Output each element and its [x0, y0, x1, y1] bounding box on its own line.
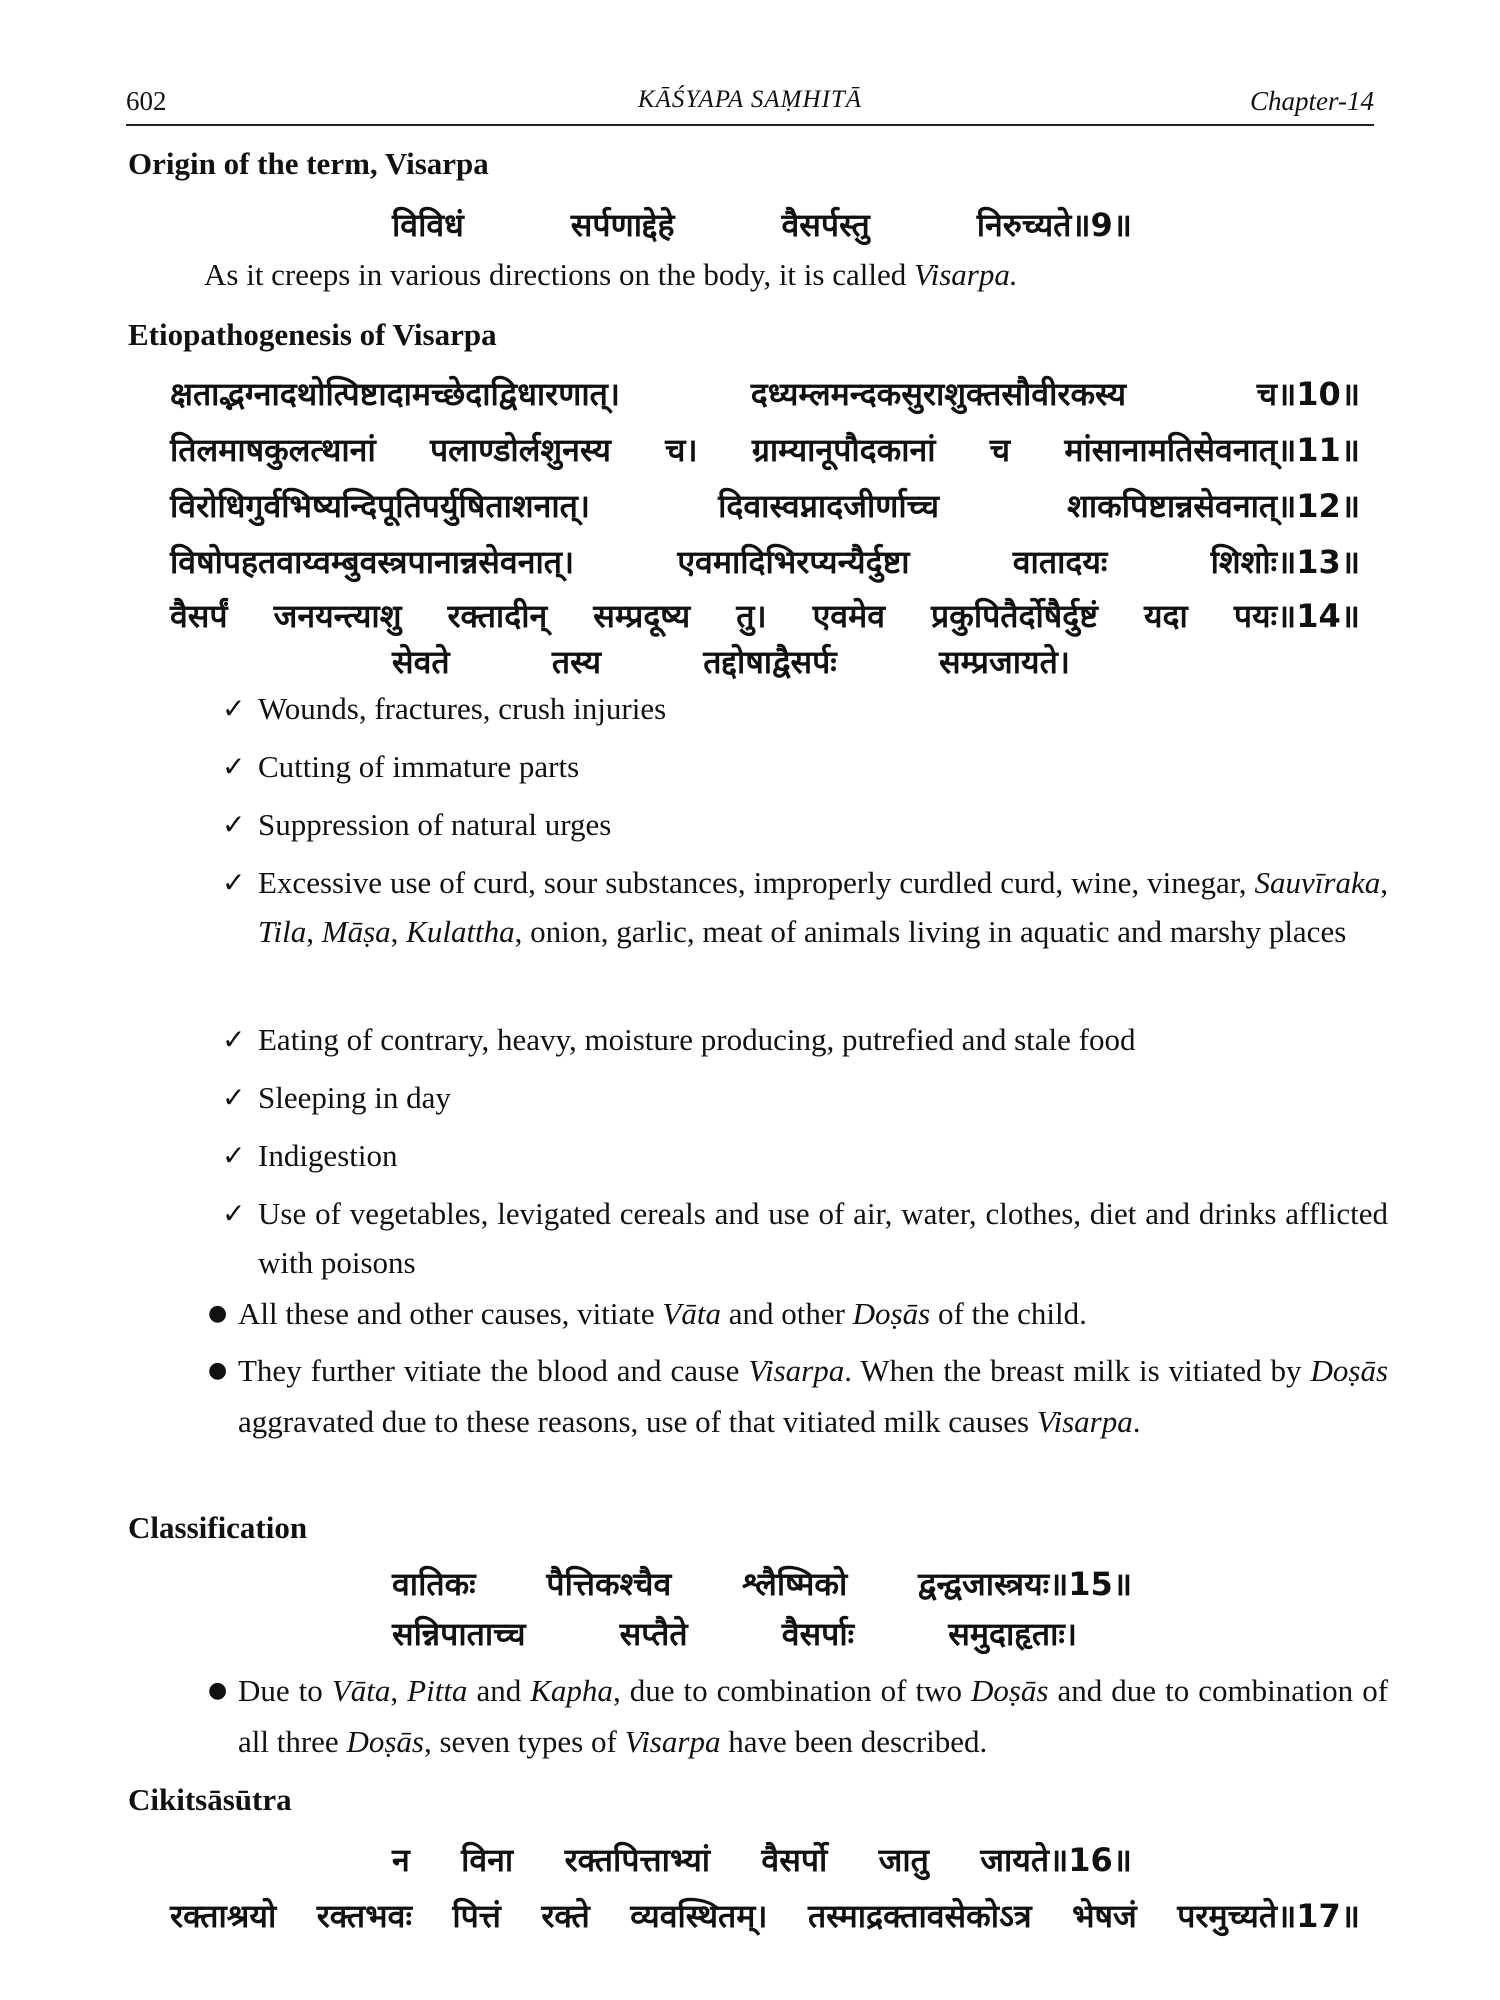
verse-12: [170, 484, 1360, 527]
verse-word: मांसानामतिसेवनात्॥11॥: [1064, 431, 1360, 469]
bullet-icon: ●: [208, 1678, 228, 1703]
verse-word: परमुच्यते॥17॥: [1177, 1897, 1360, 1935]
verse-word: वातादयः: [1012, 543, 1108, 581]
heading-cikitsasutra: Cikitsāsūtra: [128, 1782, 292, 1817]
verse-word: विषोपहतवाय्वम्बुवस्त्रपानान्नसेवनात्।: [170, 543, 575, 581]
verse-word: जायते॥16॥: [980, 1841, 1132, 1879]
translation-term: Visarpa.: [913, 257, 1018, 292]
verse-word: वैसर्पस्तु: [781, 206, 870, 244]
verse-word: तिलमाषकुलत्थानां: [170, 431, 376, 469]
verse-word: द्वन्द्वजास्त्रयः॥15॥: [918, 1565, 1132, 1603]
cause-text: Cutting of immature parts: [258, 749, 580, 784]
check-icon: ✓: [222, 1081, 246, 1114]
verse-word: एवमेव: [812, 597, 886, 635]
check-icon: ✓: [222, 1197, 246, 1230]
page-number: 602: [126, 86, 167, 116]
bullet-icon: ●: [208, 1301, 228, 1326]
cause-text: Indigestion: [258, 1138, 398, 1173]
check-icon: ✓: [222, 866, 246, 899]
verse-word: ग्राम्यानूपौदकानां: [751, 431, 936, 469]
verse-word: वैसर्पाः: [781, 1615, 855, 1653]
verse-word: प्रकुपितैर्दोषैर्दुष्टं: [931, 597, 1098, 635]
cause-text: Use of vegetables, levigated cereals and use of air, water, clothes, diet and drinks afflicted with poisons: [258, 1196, 1388, 1280]
note-item: [208, 1345, 1389, 1447]
verse-word: पयः॥14॥: [1233, 597, 1360, 635]
verse-word: सन्निपाताच्च: [392, 1615, 526, 1653]
verse-word: विविधं: [392, 206, 464, 244]
verse-word: च।: [665, 431, 698, 469]
heading-classification: Classification: [128, 1510, 308, 1545]
chapter-label: Chapter-14: [1250, 86, 1374, 116]
check-icon: ✓: [222, 750, 246, 783]
book-title: KĀŚYAPA SAṂHITĀ: [637, 86, 863, 113]
verse-word: सर्पणाद्देहे: [570, 206, 675, 244]
verse-word: दिवास्वप्नादजीर्णाच्च: [718, 487, 940, 525]
note-text: Due to Vāta, Pitta and Kapha, due to combination of two Doṣās and due to combination of all three Doṣās, seven types of Visarpa have been described.: [238, 1673, 1389, 1759]
verse-word: तस्माद्रक्तावसेकोऽत्र: [807, 1897, 1032, 1935]
verse-word: सम्प्रजायते।: [938, 643, 1070, 681]
verse-word: सम्प्रदूष्य: [593, 597, 691, 635]
cause-item: [222, 1189, 1388, 1287]
verse-word: दध्यम्लमन्दकसुराशुक्तसौवीरकस्य: [750, 375, 1127, 413]
verse-15: [392, 1562, 1132, 1605]
note-text: They further vitiate the blood and cause Visarpa. When the breast milk is vitiated by Doṣās aggravated due to these reasons, use of that vitiated milk causes Visarpa.: [238, 1353, 1389, 1439]
verse-15-cont: [392, 1612, 1077, 1655]
running-head: [126, 86, 1374, 126]
verse-word: रक्ताश्रयो: [170, 1897, 277, 1935]
verse-word: सप्तैते: [619, 1615, 688, 1653]
cause-item: [222, 1015, 1388, 1064]
verse-word: वातिकः: [392, 1565, 476, 1603]
cause-item: [222, 742, 1388, 791]
verse-word: भेषजं: [1072, 1897, 1137, 1935]
cause-text: Suppression of natural urges: [258, 807, 612, 842]
verse-word: न: [392, 1841, 410, 1879]
verse-word: जनयन्त्याशु: [273, 597, 402, 635]
classification-note: [208, 1665, 1389, 1767]
bullet-icon: ●: [208, 1358, 228, 1383]
cause-text: Eating of contrary, heavy, moisture producing, putrefied and stale food: [258, 1022, 1136, 1057]
verse-10: [170, 372, 1360, 415]
verse-word: वैसर्पं: [170, 597, 228, 635]
verse-word: निरुच्यते॥9॥: [976, 206, 1132, 244]
cause-item: [222, 1073, 1388, 1122]
verse-word: सेवते: [392, 643, 450, 681]
cause-text: Wounds, fractures, crush injuries: [258, 691, 667, 726]
verse-14-cont: [392, 640, 1070, 683]
verse-word: पलाण्डोर्लशुनस्य: [429, 431, 611, 469]
verse-word: क्षताद्भग्नादथोत्पिष्टादामच्छेदाद्विधारणात्।: [170, 375, 621, 413]
cause-text: Excessive use of curd, sour substances, improperly curdled curd, wine, vinegar, Sauvīraka, Tila, Māṣa, Kulattha, onion, garlic, meat of animals living in aquatic and marshy places: [258, 865, 1388, 949]
note-item: [208, 1288, 1388, 1339]
verse-16: [392, 1838, 1132, 1881]
heading-etiopathogenesis: Etiopathogenesis of Visarpa: [128, 317, 497, 352]
verse-17: [170, 1894, 1360, 1937]
cause-item: [222, 800, 1388, 849]
note-text: All these and other causes, vitiate Vāta and other Doṣās of the child.: [238, 1296, 1087, 1331]
check-icon: ✓: [222, 1023, 246, 1056]
verse-word: शिशोः॥13॥: [1210, 543, 1360, 581]
verse-14: [170, 594, 1360, 637]
verse-word: रक्तपित्ताभ्यां: [564, 1841, 711, 1879]
verse-word: तस्य: [551, 643, 602, 681]
verse-word: एवमादिभिरप्यन्यैर्दुष्टा: [677, 543, 910, 581]
verse-11: [170, 428, 1360, 471]
cause-item: [222, 684, 1388, 733]
verse-word: श्लैष्मिको: [742, 1565, 848, 1603]
verse-word: व्यवस्थितम्।: [630, 1897, 768, 1935]
verse-word: विना: [461, 1841, 514, 1879]
check-icon: ✓: [222, 692, 246, 725]
verse-word: च॥10॥: [1256, 375, 1360, 413]
cause-text: Sleeping in day: [258, 1080, 451, 1115]
verse-word: रक्ते: [541, 1897, 590, 1935]
check-icon: ✓: [222, 1139, 246, 1172]
verse-word: तद्दोषाद्वैसर्पः: [703, 643, 837, 681]
header-rule: [126, 124, 1374, 126]
heading-origin: Origin of the term, Visarpa: [128, 146, 489, 181]
check-icon: ✓: [222, 808, 246, 841]
verse-word: पैत्तिकश्चैव: [546, 1565, 672, 1603]
origin-translation: [204, 250, 1388, 300]
verse-word: विरोधिगुर्वभिष्यन्दिपूतिपर्युषिताशनात्।: [170, 487, 591, 525]
verse-13: [170, 540, 1360, 583]
verse-word: जातु: [878, 1841, 929, 1879]
verse-word: रक्तभवः: [316, 1897, 412, 1935]
verse-word: पित्तं: [452, 1897, 501, 1935]
translation-text: As it creeps in various directions on the body, it is called: [204, 257, 914, 292]
verse-word: वैसर्पो: [761, 1841, 828, 1879]
verse-9: [392, 203, 1132, 246]
verse-word: शाकपिष्टान्नसेवनात्॥12॥: [1067, 487, 1360, 525]
verse-word: तु।: [736, 597, 767, 635]
verse-word: च: [989, 431, 1011, 469]
cause-item: [222, 858, 1388, 956]
verse-word: समुदाहृताः।: [948, 1615, 1077, 1653]
verse-word: रक्तादीन्: [447, 597, 548, 635]
cause-item: [222, 1131, 1388, 1180]
verse-word: यदा: [1143, 597, 1188, 635]
